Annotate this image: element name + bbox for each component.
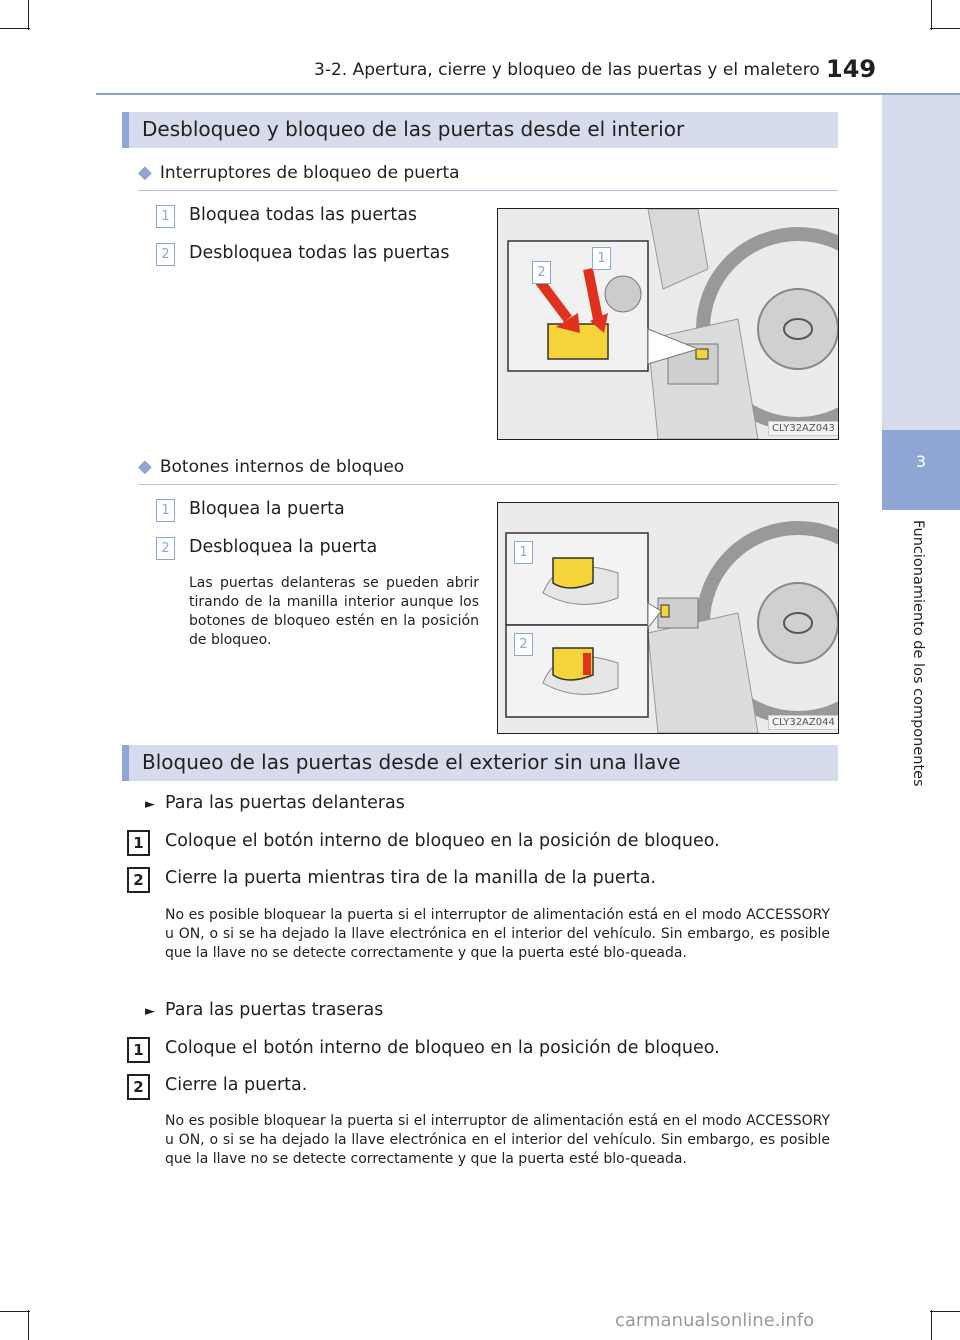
crop-mark bbox=[930, 28, 960, 29]
crop-mark bbox=[0, 28, 30, 29]
inside-lock-button-illustration bbox=[497, 502, 839, 734]
diamond-icon: ◆ bbox=[138, 456, 152, 477]
note-text: No es posible bloquear la puerta si el interruptor de alimentación está en el modo ACCESSORY u ON, o si se ha dejado la llave electrónica en el interior del vehículo. Sin embargo, es posible que la llave no se detecte correctamente y que la puerta esté blo-queada. bbox=[165, 1113, 830, 1167]
item-text: Desbloquea la puerta bbox=[189, 537, 378, 557]
crop-mark bbox=[931, 0, 932, 30]
crop-mark bbox=[930, 1311, 960, 1312]
subsection-heading: Para las puertas delanteras bbox=[165, 793, 405, 813]
step-text: Cierre la puerta mientras tira de la manilla de la puerta. bbox=[165, 868, 656, 888]
section-title: Desbloqueo y bloqueo de las puertas desde el interior bbox=[142, 117, 685, 141]
crop-mark bbox=[28, 1310, 29, 1340]
note-text: Las puertas delanteras se pueden abrir tirando de la manilla interior aunque los botones de bloqueo estén en la posición de bloqueo. bbox=[189, 575, 479, 648]
crop-mark bbox=[0, 1311, 30, 1312]
illustration-code: CLY32AZ044 bbox=[768, 715, 839, 730]
item-text: Desbloquea todas las puertas bbox=[189, 243, 450, 263]
step-text: Coloque el botón interno de bloqueo en la posición de bloqueo. bbox=[165, 831, 720, 851]
item-number: 1 bbox=[156, 499, 175, 522]
inside-lock-button-drawing bbox=[498, 503, 838, 733]
step-number: 2 bbox=[127, 867, 150, 893]
step-number: 1 bbox=[127, 1037, 150, 1063]
step-number: 1 bbox=[127, 830, 150, 856]
step-text: Coloque el botón interno de bloqueo en la posición de bloqueo. bbox=[165, 1038, 720, 1058]
subheading-switches bbox=[138, 162, 460, 183]
side-strip bbox=[882, 95, 960, 430]
illustration-callout: 2 bbox=[532, 261, 551, 284]
illustration-callout: 2 bbox=[514, 633, 533, 656]
subheading-text: Botones internos de bloqueo bbox=[159, 457, 405, 477]
crop-mark bbox=[931, 1310, 932, 1340]
section-bar-interior bbox=[122, 112, 838, 148]
subheading-rule bbox=[138, 190, 838, 191]
item-number: 2 bbox=[156, 537, 175, 560]
note-text: No es posible bloquear la puerta si el interruptor de alimentación está en el modo ACCESSORY u ON, o si se ha dejado la llave electrónica en el interior del vehículo. Sin embargo, es posible que la llave no se detecte correctamente y que la puerta esté blo-queada. bbox=[165, 907, 830, 961]
chapter-tab-label-wrap bbox=[908, 520, 932, 820]
chapter-tab-label: Funcionamiento de los componentes bbox=[910, 520, 926, 787]
door-lock-switch-illustration bbox=[497, 208, 839, 440]
watermark: carmanualsonline.info bbox=[615, 1310, 815, 1331]
page-number: 149 bbox=[826, 55, 877, 83]
item-number: 1 bbox=[156, 205, 175, 228]
subheading-text: Interruptores de bloqueo de puerta bbox=[159, 163, 460, 183]
step-number: 2 bbox=[127, 1074, 150, 1100]
header-rule bbox=[96, 93, 960, 95]
section-accent bbox=[122, 112, 129, 148]
item-number: 2 bbox=[156, 243, 175, 266]
section-accent bbox=[122, 745, 129, 781]
section-title: Bloqueo de las puertas desde el exterior sin una llave bbox=[142, 750, 681, 774]
step-text: Cierre la puerta. bbox=[165, 1075, 308, 1095]
subheading-inside-lock-buttons bbox=[138, 456, 404, 477]
triangle-bullet-icon: ► bbox=[145, 1004, 155, 1019]
illustration-callout: 1 bbox=[514, 541, 533, 564]
chapter-tab-number: 3 bbox=[915, 452, 927, 471]
door-lock-switch-drawing bbox=[498, 209, 838, 439]
item-text: Bloquea la puerta bbox=[189, 499, 345, 519]
section-bar-exterior bbox=[122, 745, 838, 781]
crop-mark bbox=[28, 0, 29, 30]
triangle-bullet-icon: ► bbox=[145, 797, 155, 812]
illustration-callout: 1 bbox=[592, 247, 611, 270]
illustration-code: CLY32AZ043 bbox=[768, 421, 839, 436]
subsection-heading: Para las puertas traseras bbox=[165, 1000, 384, 1020]
subheading-rule bbox=[138, 484, 838, 485]
item-text: Bloquea todas las puertas bbox=[189, 205, 418, 225]
chapter-title: 3-2. Apertura, cierre y bloqueo de las puertas y el maletero bbox=[314, 60, 820, 80]
diamond-icon: ◆ bbox=[138, 162, 152, 183]
